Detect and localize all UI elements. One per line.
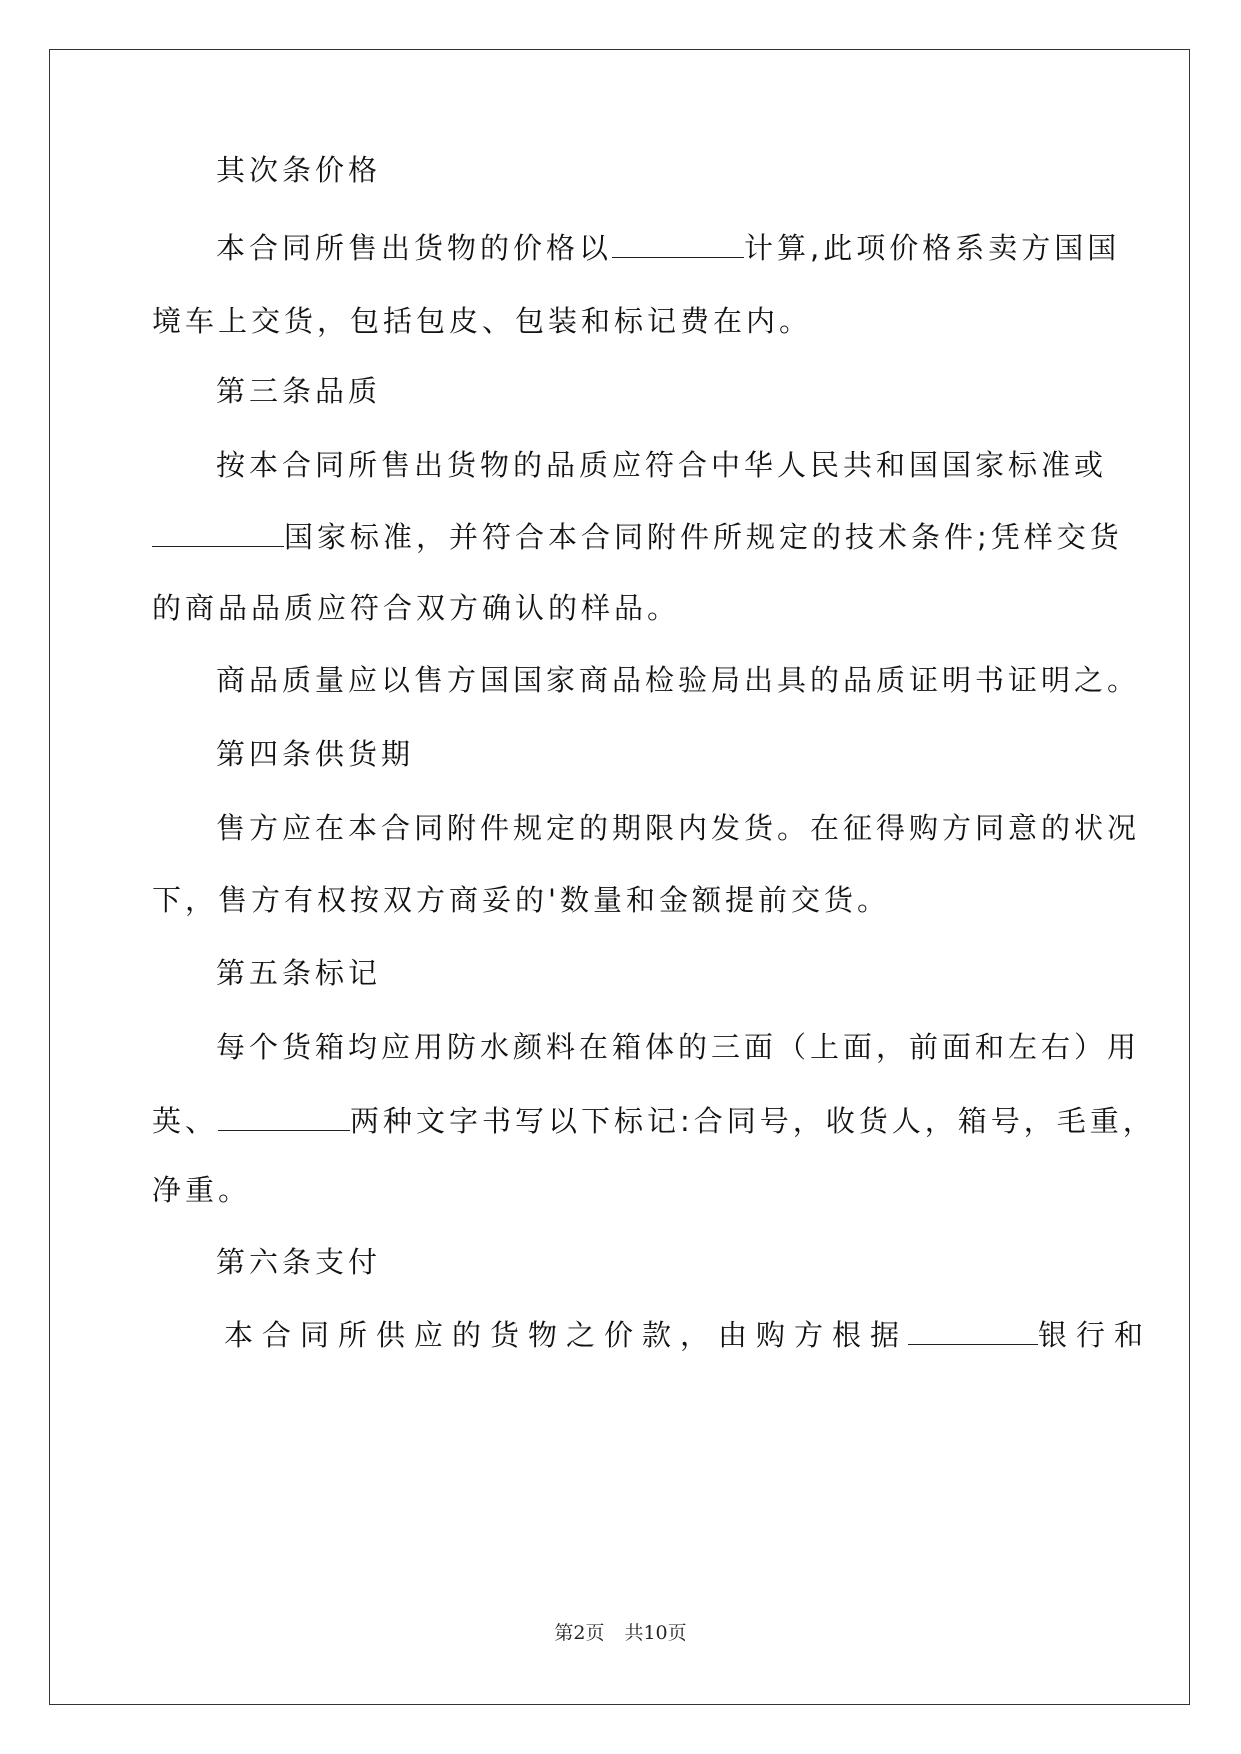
text-segment: 两种文字书写以下标记:合同号，收货人，箱号，毛重，	[350, 1104, 1156, 1138]
section-6-heading: 第六条支付	[216, 1245, 382, 1279]
section-2-paragraph-line-1	[216, 227, 1121, 267]
section-6-paragraph-line-1	[224, 1314, 1153, 1354]
section-4-paragraph-line-2: 下，售方有权按双方商妥的'数量和金额提前交货。	[152, 883, 890, 917]
fill-in-blank[interactable]	[218, 1100, 350, 1131]
text-segment: 英、	[152, 1104, 219, 1138]
section-3-heading: 第三条品质	[216, 374, 382, 408]
page-number-current: 第2页	[554, 1622, 605, 1644]
section-3-paragraph-line-2	[152, 516, 1123, 556]
section-2-paragraph-line-2: 境车上交货，包括包皮、包装和标记费在内。	[152, 304, 813, 338]
text-segment: 本合同所售出货物的价格以	[216, 231, 613, 265]
page-number-total: 共10页	[624, 1622, 687, 1644]
page-border	[49, 49, 1190, 1705]
section-5-paragraph-line-3: 净重。	[152, 1173, 252, 1207]
text-segment: 国家标准，并符合本合同附件所规定的技术条件;凭样交货	[284, 520, 1123, 554]
page-footer	[0, 1620, 1241, 1646]
text-segment: 银行和	[1038, 1318, 1153, 1352]
section-5-heading: 第五条标记	[216, 956, 382, 990]
fill-in-blank[interactable]	[908, 1314, 1038, 1345]
section-3-paragraph-line-3: 的商品品质应符合双方确认的样品。	[152, 591, 681, 625]
section-5-paragraph-line-1: 每个货箱均应用防水颜料在箱体的三面（上面，前面和左右）用	[216, 1030, 1141, 1064]
fill-in-blank[interactable]	[152, 516, 284, 547]
text-segment: 本合同所供应的货物之价款，由购方根据	[224, 1318, 909, 1352]
fill-in-blank[interactable]	[612, 227, 744, 258]
text-segment: 计算,此项价格系卖方国国	[744, 231, 1121, 265]
section-4-paragraph-line-1: 售方应在本合同附件规定的期限内发货。在征得购方同意的状况	[216, 811, 1141, 845]
section-3-paragraph-line-1: 按本合同所售出货物的品质应符合中华人民共和国国家标准或	[216, 448, 1108, 482]
section-5-paragraph-line-2	[152, 1100, 1156, 1140]
section-3-paragraph-2: 商品质量应以售方国国家商品检验局出具的品质证明书证明之。	[216, 663, 1141, 697]
section-4-heading: 第四条供货期	[216, 737, 415, 771]
section-2-heading: 其次条价格	[216, 153, 382, 187]
